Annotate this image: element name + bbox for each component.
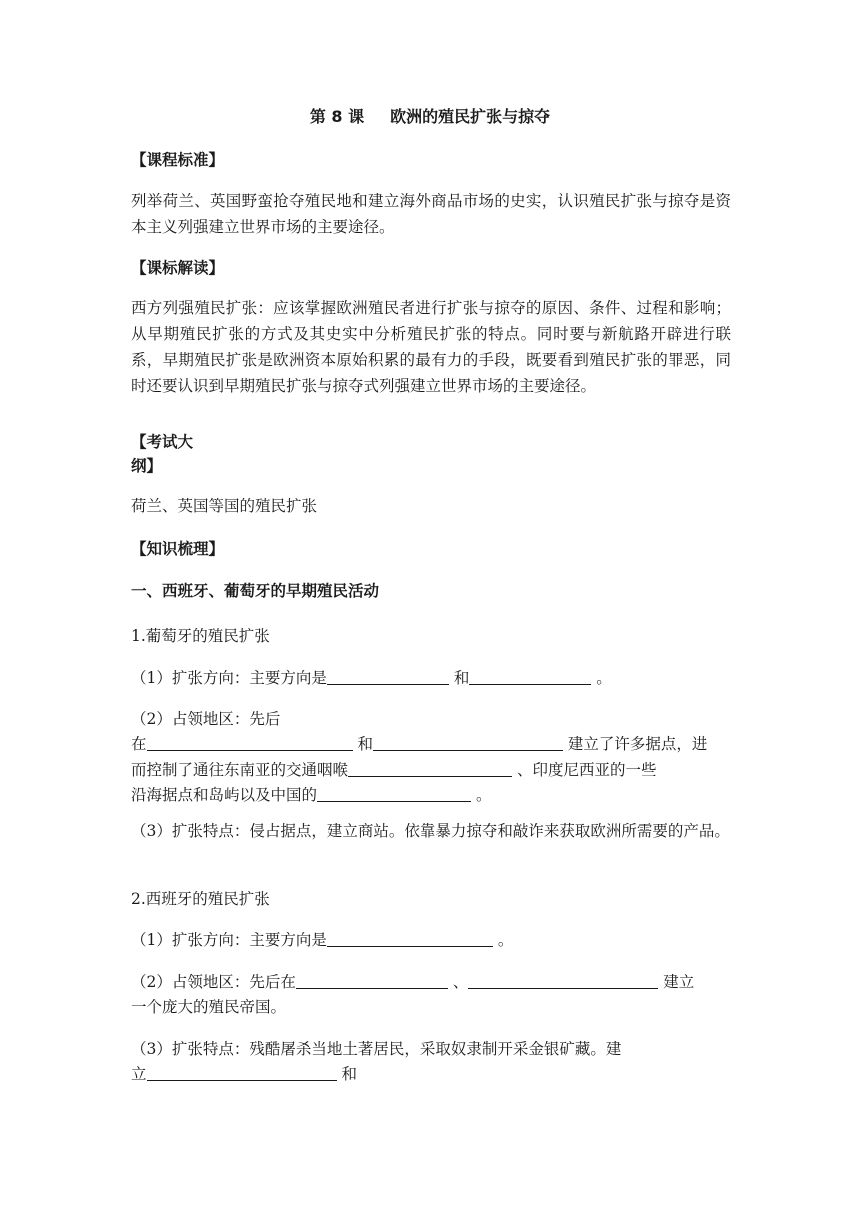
exam-heading: 【考试大纲】: [131, 433, 194, 475]
part1-heading: 一、西班牙、葡萄牙的早期殖民活动: [131, 582, 380, 600]
lesson-number: 第 8 课: [309, 107, 365, 126]
fill-blank[interactable]: [468, 972, 658, 989]
fill-blank[interactable]: [327, 668, 449, 685]
fill-blank[interactable]: [348, 760, 512, 777]
portugal-heading: 1.葡萄牙的殖民扩张: [131, 627, 270, 645]
spain-direction: [131, 927, 731, 953]
occupied-suffix: 建立: [663, 973, 695, 991]
interpret-text: 西方列强殖民扩张：应该掌握欧洲殖民者进行扩张与掠夺的原因、条件、过程和影响；从早期殖民扩张的方式及其史实中分析殖民扩张的特点。同时要与新航路开辟进行联系，早期殖民扩张是欧洲资本原始积累的最有力的手段，既要看到殖民扩张的罪恶，同时还要认识到早期殖民扩张与掠夺式列强建立世界市场的主要途径。: [131, 299, 731, 395]
occupied-prefix: （2）占领地区：先后在: [131, 973, 296, 991]
portugal-direction: [131, 665, 731, 691]
and-text: 和: [453, 669, 470, 687]
fill-blank[interactable]: [327, 930, 493, 947]
portugal-occupied-line2: [131, 731, 731, 757]
portugal-features: （3）扩张特点：侵占据点，建立商站。依靠暴力掠夺和敲诈来获取欧洲所需要的产品。: [131, 822, 730, 840]
period-text: 。: [596, 669, 612, 687]
spain-features-line2: [131, 1061, 731, 1087]
occupied-line4-prefix: 沿海据点和岛屿以及中国的: [131, 786, 318, 804]
and-text: 和: [341, 1065, 357, 1083]
spain-features-line1: （3）扩张特点：残酷屠杀当地土著居民，采取奴隶制开采金银矿藏。建: [131, 1040, 622, 1058]
features-line2-prefix: 立: [131, 1065, 147, 1083]
exam-text: 荷兰、英国等国的殖民扩张: [131, 497, 318, 515]
fill-blank[interactable]: [317, 785, 471, 802]
occupied-line3-suffix: 、印度尼西亚的一些: [516, 761, 657, 779]
occupied-line3-prefix: 而控制了通往东南亚的交通咽喉: [131, 761, 349, 779]
lesson-topic: 欧洲的殖民扩张与掠夺: [390, 107, 551, 126]
interpret-heading: 【课标解读】: [131, 259, 225, 277]
standard-text: 列举荷兰、英国野蛮抢夺殖民地和建立海外商品市场的史实，认识殖民扩张与掠夺是资本主义列强建立世界市场的主要途径。: [131, 192, 731, 236]
portugal-occupied-line4: [131, 782, 731, 808]
direction-prefix: （1）扩张方向：主要方向是: [131, 931, 327, 949]
and-text: 和: [357, 735, 373, 753]
occupied-in: 在: [131, 735, 147, 753]
spain-heading: 2.西班牙的殖民扩张: [131, 890, 270, 908]
spain-occupied-line1: [131, 969, 731, 995]
occupied-mid: 建立了许多据点，进: [567, 735, 708, 753]
page-title: [0, 104, 860, 127]
portugal-occupied-line3: [131, 757, 731, 783]
comma-text: 、: [452, 973, 469, 991]
fill-blank[interactable]: [296, 972, 448, 989]
fill-blank[interactable]: [147, 1064, 337, 1081]
fill-blank[interactable]: [373, 734, 563, 751]
standard-heading: 【课程标准】: [131, 151, 225, 169]
fill-blank[interactable]: [469, 668, 591, 685]
direction-prefix: （1）扩张方向：主要方向是: [131, 669, 327, 687]
spain-occupied-line2: 一个庞大的殖民帝国。: [131, 998, 287, 1016]
period-text: 。: [497, 931, 514, 949]
fill-blank[interactable]: [147, 734, 353, 751]
portugal-occupied-line1: （2）占领地区：先后: [131, 710, 281, 728]
period-text: 。: [475, 786, 492, 804]
knowledge-heading: 【知识梳理】: [131, 540, 225, 558]
